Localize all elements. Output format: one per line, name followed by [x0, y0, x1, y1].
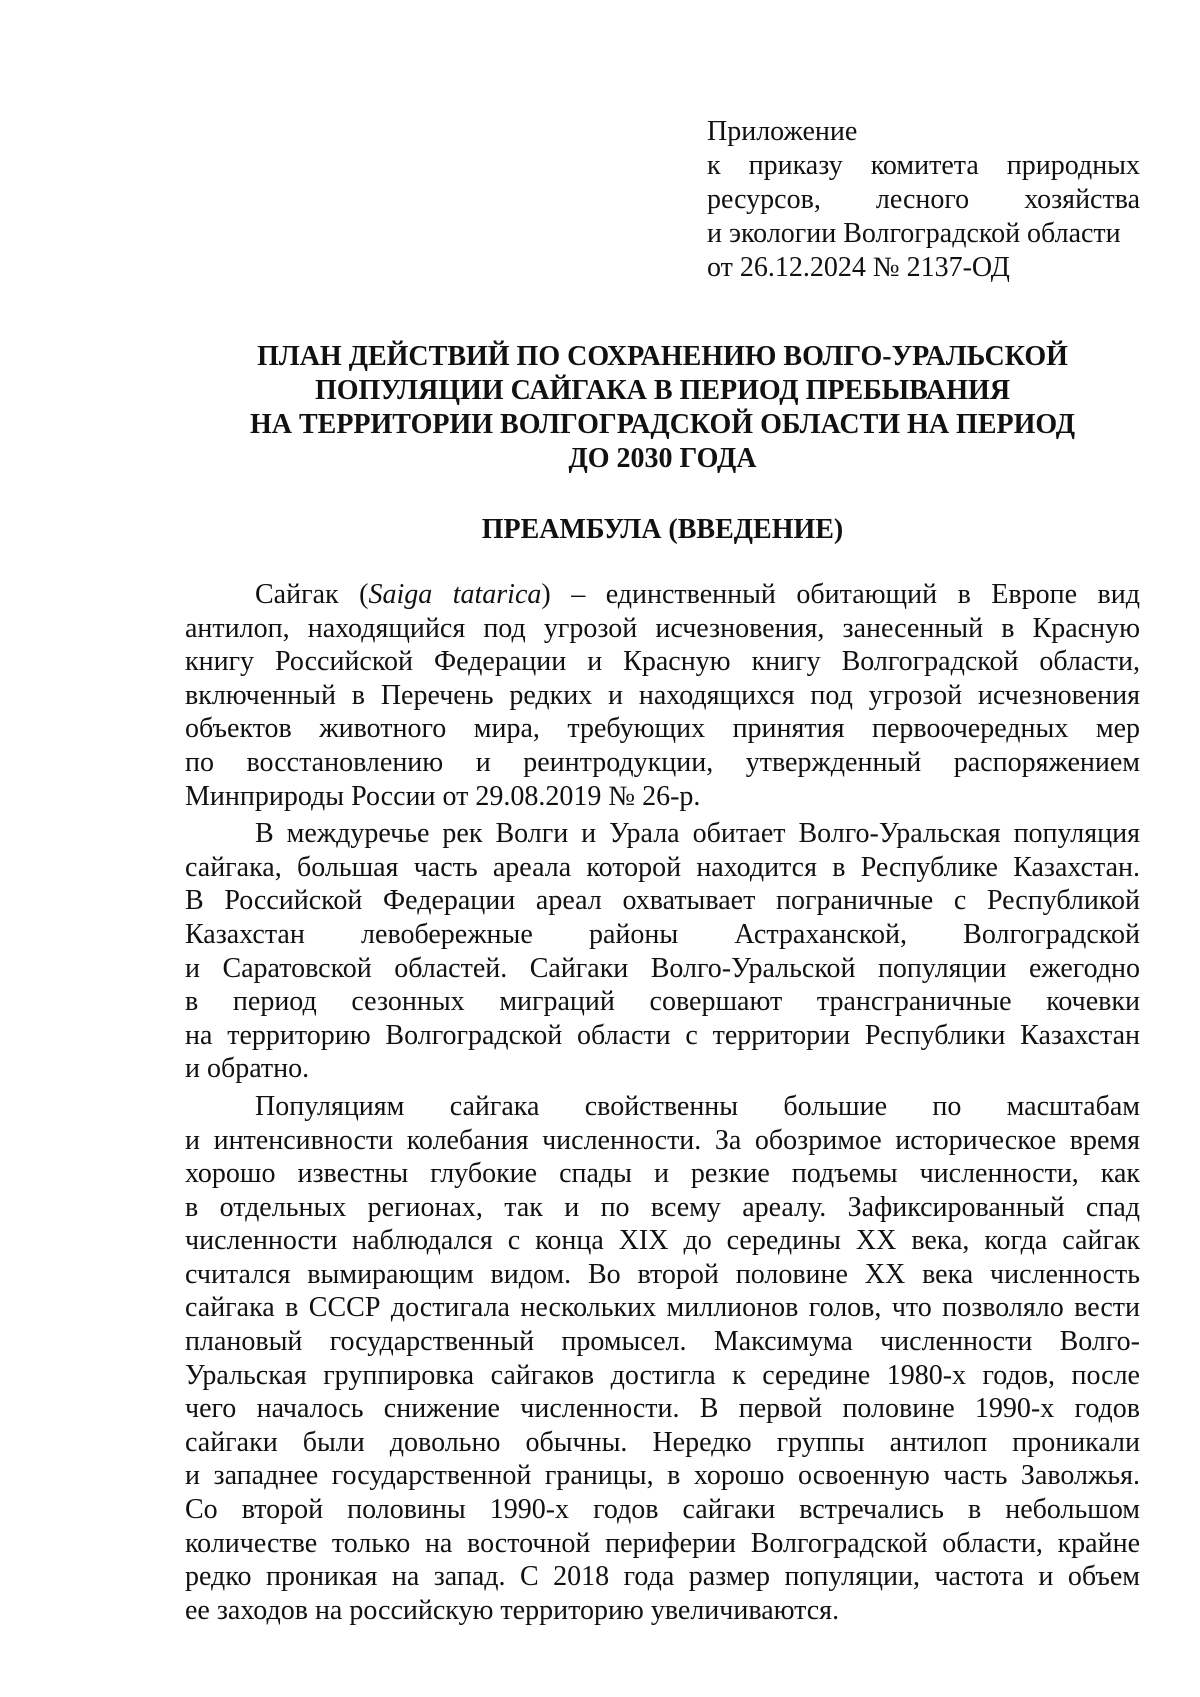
paragraph-line: книгу Российской Федерации и Красную книгу Волгоградской области,	[185, 646, 1140, 678]
document-body	[185, 578, 1140, 1631]
paragraph-line: в отдельных регионах, так и по всему ареалу. Зафиксированный спад	[185, 1191, 1140, 1223]
appendix-header	[707, 115, 1140, 285]
title-line-4: ДО 2030 ГОДА	[568, 443, 757, 474]
paragraph-line: сайгака в СССР достигала нескольких миллионов голов, что позволяло вести	[185, 1292, 1140, 1324]
appendix-region-line: и экологии Волгоградской области	[707, 218, 1121, 249]
paragraph-line: Казахстан левобережные районы Астраханской, Волгоградской	[185, 918, 1140, 950]
paragraph-line: Уральская группировка сайгаков достигла к середине 1980-х годов, после	[185, 1359, 1140, 1391]
paragraph-line: объектов животного мира, требующих принятия первоочередных мер	[185, 713, 1140, 745]
paragraph-line: ее заходов на российскую территорию увеличиваются.	[185, 1594, 840, 1626]
paragraph-line: плановый государственный промысел. Максимума численности Волго-	[185, 1326, 1140, 1358]
title-line-2: ПОПУЛЯЦИИ САЙГАКА В ПЕРИОД ПРЕБЫВАНИЯ	[314, 375, 1011, 406]
paragraph-line: включенный в Перечень редких и находящихся под угрозой исчезновения	[185, 679, 1140, 711]
paragraph-line: количестве только на восточной периферии Волгоградской области, крайне	[185, 1527, 1140, 1559]
paragraph-line: считался вымирающим видом. Во второй половине XX века численность	[185, 1258, 1140, 1290]
paragraph-line: Со второй половины 1990-х годов сайгаки встречались в небольшом	[185, 1494, 1140, 1526]
paragraph-line: численности наблюдался с конца XIX до середины XX века, когда сайгак	[185, 1225, 1140, 1257]
paragraph-line: и Саратовской областей. Сайгаки Волго-Уральской популяции ежегодно	[185, 952, 1140, 984]
paragraph-line: по восстановлению и реинтродукции, утвержденный распоряжением	[185, 746, 1140, 778]
appendix-date-number: от 26.12.2024 № 2137-ОД	[707, 252, 1010, 283]
paragraph-line: сайгака, большая часть ареала которой находится в Республике Казахстан.	[185, 851, 1140, 883]
paragraph-line: В междуречье рек Волги и Урала обитает Волго-Уральская популяция	[255, 818, 1140, 850]
appendix-label: Приложение	[707, 116, 858, 147]
appendix-committee-line: ресурсов, лесного хозяйства	[707, 184, 1140, 215]
paragraph-line: в период сезонных миграций совершают трансграничные кочевки	[185, 986, 1140, 1018]
title-line-3: НА ТЕРРИТОРИИ ВОЛГОГРАДСКОЙ ОБЛАСТИ НА ПЕРИОД	[249, 409, 1076, 440]
species-latin-name: Saiga tatarica	[368, 579, 542, 610]
paragraph-3	[185, 1090, 1140, 1628]
paragraph-line: антилоп, находящийся под угрозой исчезновения, занесенный в Красную	[185, 612, 1140, 644]
paragraph-line: сайгаки были довольно обычны. Нередко группы антилоп проникали	[185, 1426, 1140, 1458]
document-title	[185, 340, 1140, 476]
paragraph-line: и обратно.	[185, 1053, 310, 1085]
paragraph-line	[185, 578, 1140, 612]
paragraph-line: и западнее государственной границы, в хорошо освоенную часть Заволжья.	[185, 1460, 1140, 1492]
section-heading: ПРЕАМБУЛА (ВВЕДЕНИЕ)	[481, 514, 844, 545]
paragraph-line: чего началось снижение численности. В первой половине 1990-х годов	[185, 1393, 1140, 1425]
appendix-order-line: к приказу комитета природных	[707, 150, 1140, 181]
paragraph-line: и интенсивности колебания численности. За обозримое историческое время	[185, 1124, 1140, 1156]
paragraph-line: В Российской Федерации ареал охватывает пограничные с Республикой	[185, 885, 1140, 917]
text-run: Сайгак (	[255, 579, 369, 610]
paragraph-line: Популяциям сайгака свойственны большие по масштабам	[255, 1090, 1140, 1122]
text-run: ) – единственный обитающий в Европе вид	[541, 579, 1140, 610]
paragraph-line: на территорию Волгоградской области с территории Республики Казахстан	[185, 1019, 1140, 1051]
paragraph-1	[185, 578, 1140, 813]
title-line-1: ПЛАН ДЕЙСТВИЙ ПО СОХРАНЕНИЮ ВОЛГО-УРАЛЬСКОЙ	[257, 341, 1068, 372]
paragraph-line: Минприроды России от 29.08.2019 № 26-р.	[185, 780, 701, 812]
paragraph-2	[185, 817, 1140, 1086]
paragraph-line: редко проникая на запад. С 2018 года размер популяции, частота и объем	[185, 1561, 1140, 1593]
paragraph-line: хорошо известны глубокие спады и резкие подъемы численности, как	[185, 1158, 1140, 1190]
